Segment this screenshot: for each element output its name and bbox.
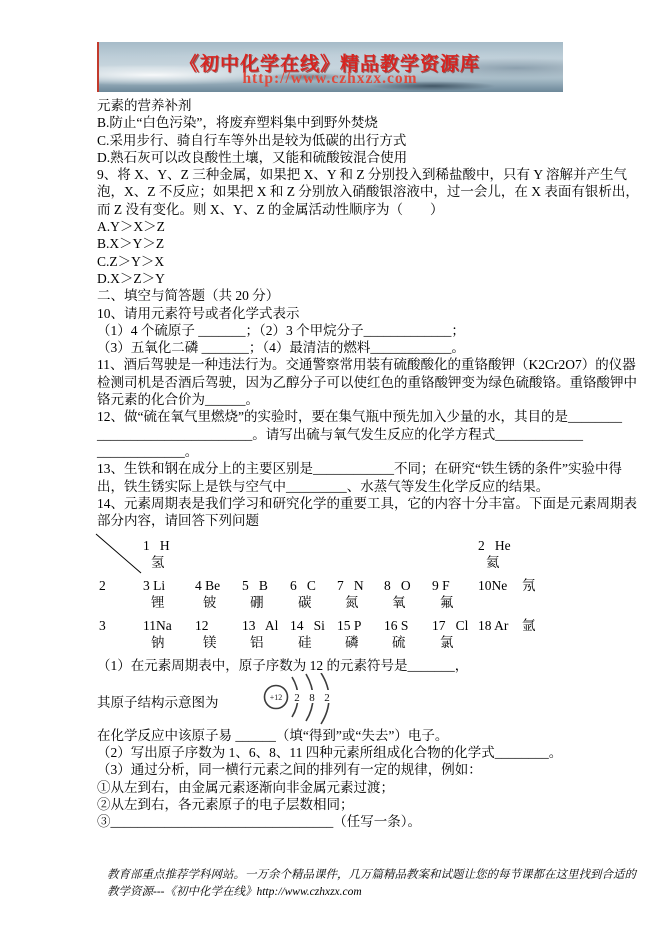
ptable-period-1-row (97, 537, 565, 571)
atom-diagram-label: 其原子结构示意图为 (97, 694, 219, 710)
site-banner-image[interactable] (97, 42, 563, 92)
question-12-line-3: _____________。 (97, 443, 199, 459)
footer-line-1: 教育部重点推荐学科网站。一万余个精品课件，几万篇精品教案和试题让您的每节课都在这里找到合适的 (107, 868, 636, 881)
question-14-sub-3-rule-3: ③_________________________________（任写一条）。 (97, 814, 421, 830)
document-body (97, 97, 639, 831)
question-9-option-c: C.Z＞Y＞X (97, 253, 165, 269)
question-10-line-1: 10、请用元素符号或者化学式表示 (97, 305, 300, 321)
question-14-sub-3-rule-2: ②从左到右，各元素原子的电子层数相同； (97, 796, 354, 812)
element-argon-name: 氩 (522, 618, 536, 634)
svg-text:2: 2 (323, 691, 330, 704)
element-silicon: 14 Si 硅 (290, 618, 325, 651)
period-2-label: 2 (99, 578, 106, 594)
element-neon: 10Ne (478, 578, 508, 594)
element-chlorine: 17 Cl 氯 (432, 618, 469, 651)
question-14-sub-1: （1）在元素周期表中，原子序数为 12 的元素符号是_______， (97, 658, 469, 674)
element-hydrogen: 1 H 氢 (143, 538, 170, 571)
element-helium: 2 He 氦 (478, 538, 511, 571)
element-beryllium: 4 Be 铍 (195, 578, 221, 611)
footer-line-2: 教学资源---《初中化学在线》http://www.czhxzx.com (107, 886, 362, 898)
question-12-line-1: 12、做“硫在氧气里燃烧”的实验时，要在集气瓶中预先加入少量的水，其目的是________ (97, 409, 622, 425)
question-13-line-2: 出，铁生锈实际上是铁与空气中_________、水蒸气等发生化学反应的结果。 (97, 478, 550, 494)
element-fluorine: 9 F 氟 (432, 578, 454, 611)
periodic-table (97, 537, 565, 651)
atom-structure-diagram (261, 673, 349, 725)
document-page (97, 42, 639, 902)
atom-diagram-row (97, 675, 565, 727)
question-14-sub-1b: 在化学反应中该原子易 ______（填“得到”或“失去”）电子。 (97, 727, 449, 743)
element-sodium: 11Na 钠 (143, 618, 172, 651)
question-14-sub-3: （3）通过分析，同一横行元素之间的排列有一定的规律，例如： (97, 762, 482, 778)
element-boron: 5 B 硼 (242, 578, 268, 611)
intro-option-c: C.采用步行、骑自行车等外出是较为低碳的出行方式 (97, 132, 407, 148)
question-9-line-2: 泡，X、Z 不反应；如果把 X 和 Z 分别放入硝酸银溶液中，过一会儿，在 X 表面有银析出， (97, 184, 639, 200)
element-argon: 18 Ar (478, 618, 509, 634)
question-9-line-3: 而 Z 没有变化。则 X、Y、Z 的金属活动性顺序为（ ） (97, 201, 444, 217)
question-14-line-2: 部分内容，请回答下列问题 (97, 513, 259, 529)
svg-text:2: 2 (293, 691, 300, 704)
intro-heading: 元素的营养补剂 (97, 98, 192, 113)
intro-option-d: D.熟石灰可以改良酸性土壤，又能和硫酸铵混合使用 (97, 149, 408, 165)
element-lithium: 3 Li 锂 (143, 578, 166, 611)
diagonal-line (95, 533, 143, 575)
element-phosphorus: 15 P 磷 (337, 618, 362, 651)
svg-text:8: 8 (308, 691, 315, 704)
period-3-label: 3 (99, 618, 106, 634)
ptable-period-2-row (97, 577, 565, 611)
intro-option-b: B.防止“白色污染”，将废弃塑料集中到野外焚烧 (97, 115, 378, 131)
question-11-line-2: 检测司机是否酒后驾驶，因为乙醇分子可以使红色的重铬酸钾变为绿色硫酸铬。重铬酸钾中 (97, 374, 637, 390)
question-12-line-2: _______________________。请写出硫与氧气发生反应的化学方程式_____________ (97, 426, 583, 442)
question-13-line-1: 13、生铁和钢在成分上的主要区别是____________不同；在研究“铁生锈的条件”实验中得 (97, 461, 622, 477)
question-14-sub-3-rule-1: ①从左到右，由金属元素逐渐向非金属元素过渡； (97, 779, 394, 795)
question-11-line-3: 铬元素的化合价为______。 (97, 392, 259, 408)
element-carbon: 6 C 碳 (290, 578, 316, 611)
question-10-line-2: （1）4 个硫原子 _______；（2）3 个甲烷分子_____________； (97, 322, 465, 338)
question-14-line-1: 14、元素周期表是我们学习和研究化学的重要工具，它的内容十分丰富。下面是元素周期表 (97, 495, 637, 511)
ptable-period-3-row (97, 617, 565, 651)
ptable-gap (195, 537, 478, 571)
question-14-sub-2: （2）写出原子序数为 1、6、8、11 四种元素所组成化合物的化学式________。 (97, 745, 563, 761)
question-9-option-d: D.X＞Z＞Y (97, 270, 165, 286)
question-10-line-3: （3）五氧化二磷 _______；（4）最清洁的燃料____________。 (97, 340, 465, 356)
question-9-option-a: A.Y＞X＞Z (97, 219, 165, 235)
svg-text:+12: +12 (269, 692, 282, 702)
element-oxygen: 8 O 氧 (384, 578, 411, 611)
section-2-heading: 二、填空与简答题（共 20 分） (97, 288, 280, 304)
element-magnesium: 12 镁 (195, 618, 217, 651)
question-9-line-1: 9、将 X、Y、Z 三种金属，如果把 X、Y 和 Z 分别投入到稀盐酸中，只有 Y 溶解并产生气 (97, 167, 627, 183)
question-11-line-1: 11、酒后驾驶是一种违法行为。交通警察常用装有硫酸酸化的重铬酸钾（K2Cr2O7）的仪器 (97, 357, 636, 373)
banner-title: 《初中化学在线》精品教学资源库 (179, 54, 480, 75)
element-neon-name: 氖 (522, 578, 536, 594)
question-9-option-b: B.X＞Y＞Z (97, 236, 165, 252)
banner-url-link[interactable]: http://www.czhxzx.com (242, 70, 418, 87)
element-aluminium: 13 Al 铝 (242, 618, 279, 651)
element-sulfur: 16 S 硫 (384, 618, 409, 651)
page-footer (107, 867, 636, 902)
element-nitrogen: 7 N 氮 (337, 578, 364, 611)
